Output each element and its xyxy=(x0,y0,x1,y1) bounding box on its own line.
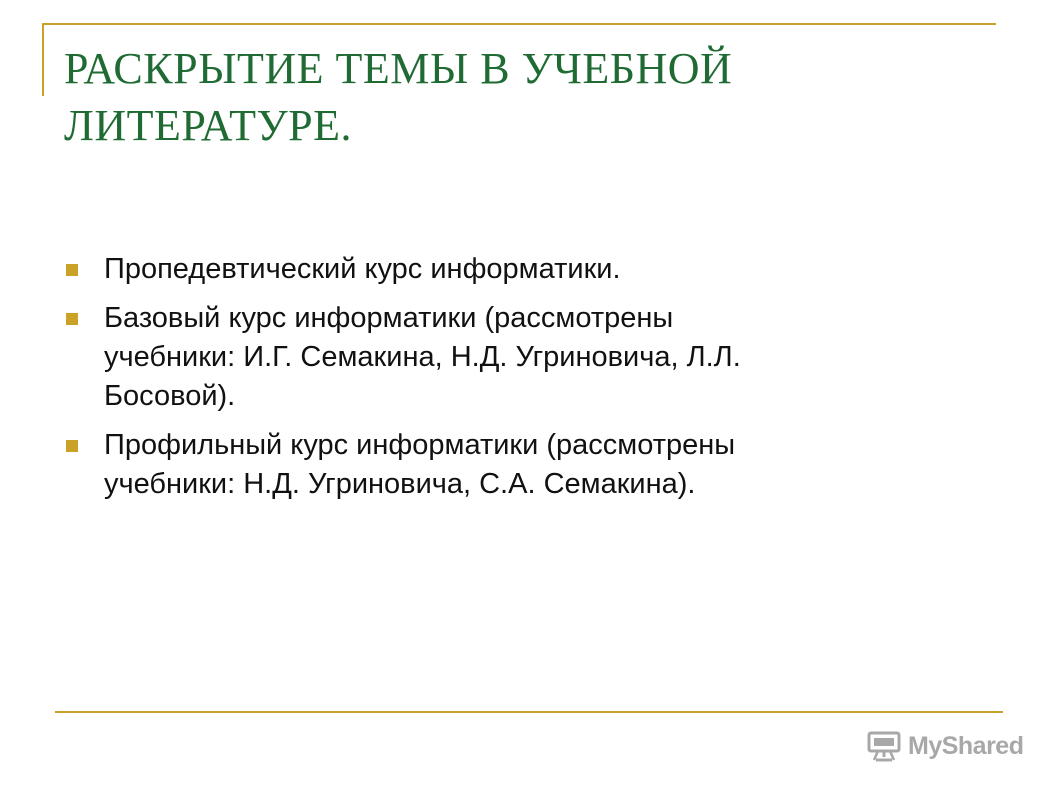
top-border-line xyxy=(42,23,996,25)
bullet-list xyxy=(66,250,966,514)
square-bullet-icon xyxy=(66,264,78,276)
bullet-item xyxy=(66,250,966,289)
square-bullet-icon xyxy=(66,440,78,452)
presentation-screen-icon xyxy=(866,730,902,762)
bullet-text-line: Пропедевтический курс информатики. xyxy=(104,253,621,285)
slide-title-line-1: РАСКРЫТИЕ ТЕМЫ В УЧЕБНОЙ xyxy=(64,44,733,93)
square-bullet-icon xyxy=(66,313,78,325)
bullet-text-line: Профильный курс информатики (рассмотрены xyxy=(104,429,736,461)
left-border-line xyxy=(42,23,44,96)
watermark-text: MyShared xyxy=(908,731,1024,760)
slide-title-line-2: ЛИТЕРАТУРЕ. xyxy=(64,101,352,150)
myshared-watermark xyxy=(866,730,1023,762)
bullet-text-line: Базовый курс информатики (рассмотрены xyxy=(104,302,674,334)
bullet-text-line: учебники: Н.Д. Угриновича, С.А. Семакина). xyxy=(104,468,696,500)
slide-title xyxy=(64,40,964,154)
bullet-text-line: учебники: И.Г. Семакина, Н.Д. Угриновича, Л.Л. xyxy=(104,341,741,373)
bullet-item xyxy=(66,426,966,504)
bottom-border-line xyxy=(55,711,1003,713)
bullet-text-line: Босовой). xyxy=(104,380,236,412)
bullet-item xyxy=(66,299,966,416)
